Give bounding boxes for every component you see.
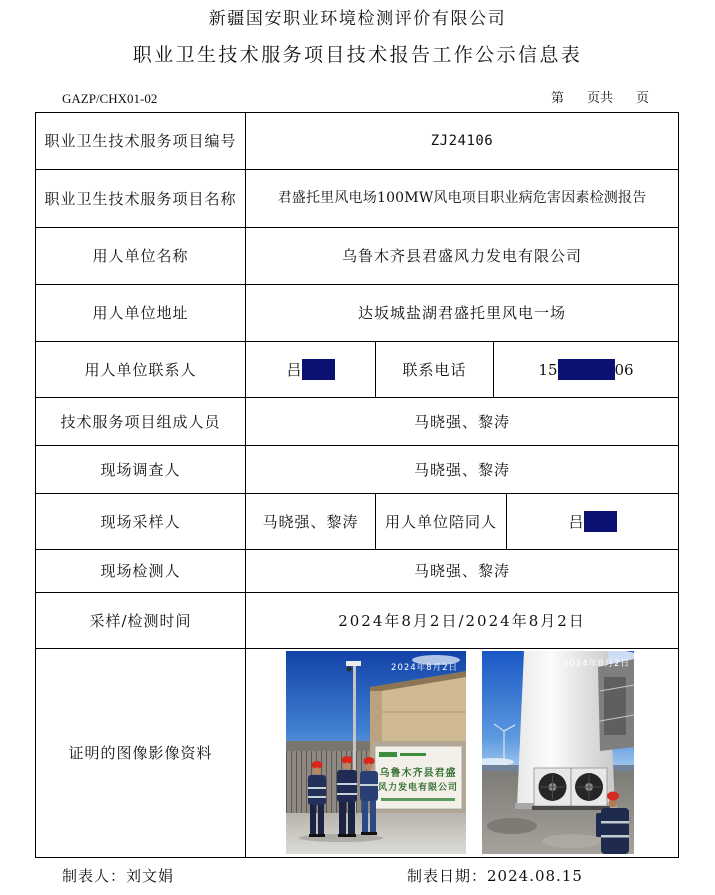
label-contact-person: 用人单位联系人	[35, 341, 246, 398]
label-site-investigator: 现场调查人	[35, 445, 246, 494]
label-employer-address: 用人单位地址	[35, 284, 246, 342]
ac-unit-2	[571, 768, 607, 806]
page-label-last: 页	[636, 91, 650, 106]
low-building	[286, 741, 370, 813]
label-escort: 用人单位陪同人	[375, 493, 507, 550]
prepared-date-label: 制表日期：	[407, 867, 488, 885]
form-title: 职业卫生技术服务项目技术报告工作公示信息表	[132, 44, 583, 66]
page-label-middle: 页共	[587, 91, 614, 106]
prepared-date	[407, 867, 583, 886]
redaction-box	[558, 359, 615, 380]
preparer-label: 制表人：	[62, 867, 127, 885]
prepared-date-value: 2024.08.15	[487, 867, 583, 885]
evidence-images-cell	[245, 648, 679, 858]
ac-unit-1	[534, 768, 571, 806]
value-site-tester: 马晓强、黎涛	[245, 549, 679, 593]
value-escort	[506, 493, 679, 550]
document-code: GAZP/CHX01-02	[62, 91, 158, 106]
page-label-first: 第	[551, 91, 565, 106]
value-employer-address: 达坂城盐湖君盛托里风电一场	[245, 284, 679, 342]
label-project-no: 职业卫生技术服务项目编号	[35, 112, 246, 170]
value-contact-phone	[493, 341, 679, 398]
label-employer-name: 用人单位名称	[35, 227, 246, 285]
company-sign	[372, 741, 466, 817]
label-contact-phone: 联系电话	[375, 341, 494, 398]
value-project-no: ZJ24106	[245, 112, 679, 170]
site-photo-turbine	[482, 651, 634, 854]
redaction-box	[584, 511, 617, 532]
value-employer-name: 乌鲁木齐县君盛风力发电有限公司	[245, 227, 679, 285]
ac-frame	[532, 806, 610, 810]
value-team-members: 马晓强、黎涛	[245, 397, 679, 446]
escort-name-visible: 吕	[568, 512, 584, 531]
site-photo-entrance	[286, 651, 466, 854]
sign-text-line2: 风力发电有限公司	[377, 783, 459, 793]
preparer-name: 刘文娟	[126, 867, 175, 885]
phone-end: 06	[614, 360, 634, 379]
value-site-investigator: 马晓强、黎涛	[245, 445, 679, 494]
value-site-sampler: 马晓强、黎涛	[245, 493, 376, 550]
label-team-members: 技术服务项目组成人员	[35, 397, 246, 446]
tower-platform	[598, 659, 634, 751]
label-sampling-time: 采样/检测时间	[35, 592, 246, 649]
phone-start: 15	[538, 360, 558, 379]
value-sampling-time: 2024年8月2日/2024年8月2日	[245, 592, 679, 649]
photo-timestamp: 2024年8月2日	[391, 663, 458, 673]
label-site-sampler: 现场采样人	[35, 493, 246, 550]
value-contact-person	[245, 341, 376, 398]
label-project-name: 职业卫生技术服务项目名称	[35, 169, 246, 228]
label-site-tester: 现场检测人	[35, 549, 246, 593]
label-evidence-images: 证明的图像影像资料	[35, 648, 246, 858]
preparer	[62, 867, 174, 886]
photo-timestamp: 2024年8月2日	[563, 659, 630, 669]
redaction-box	[302, 359, 335, 380]
value-project-name: 君盛托里风电场100MW风电项目职业病危害因素检测报告	[245, 169, 679, 228]
company-name: 新疆国安职业环境检测评价有限公司	[208, 9, 507, 29]
contact-name-visible: 吕	[286, 360, 302, 379]
sign-text-line1: 乌鲁木齐县君盛	[379, 768, 457, 779]
